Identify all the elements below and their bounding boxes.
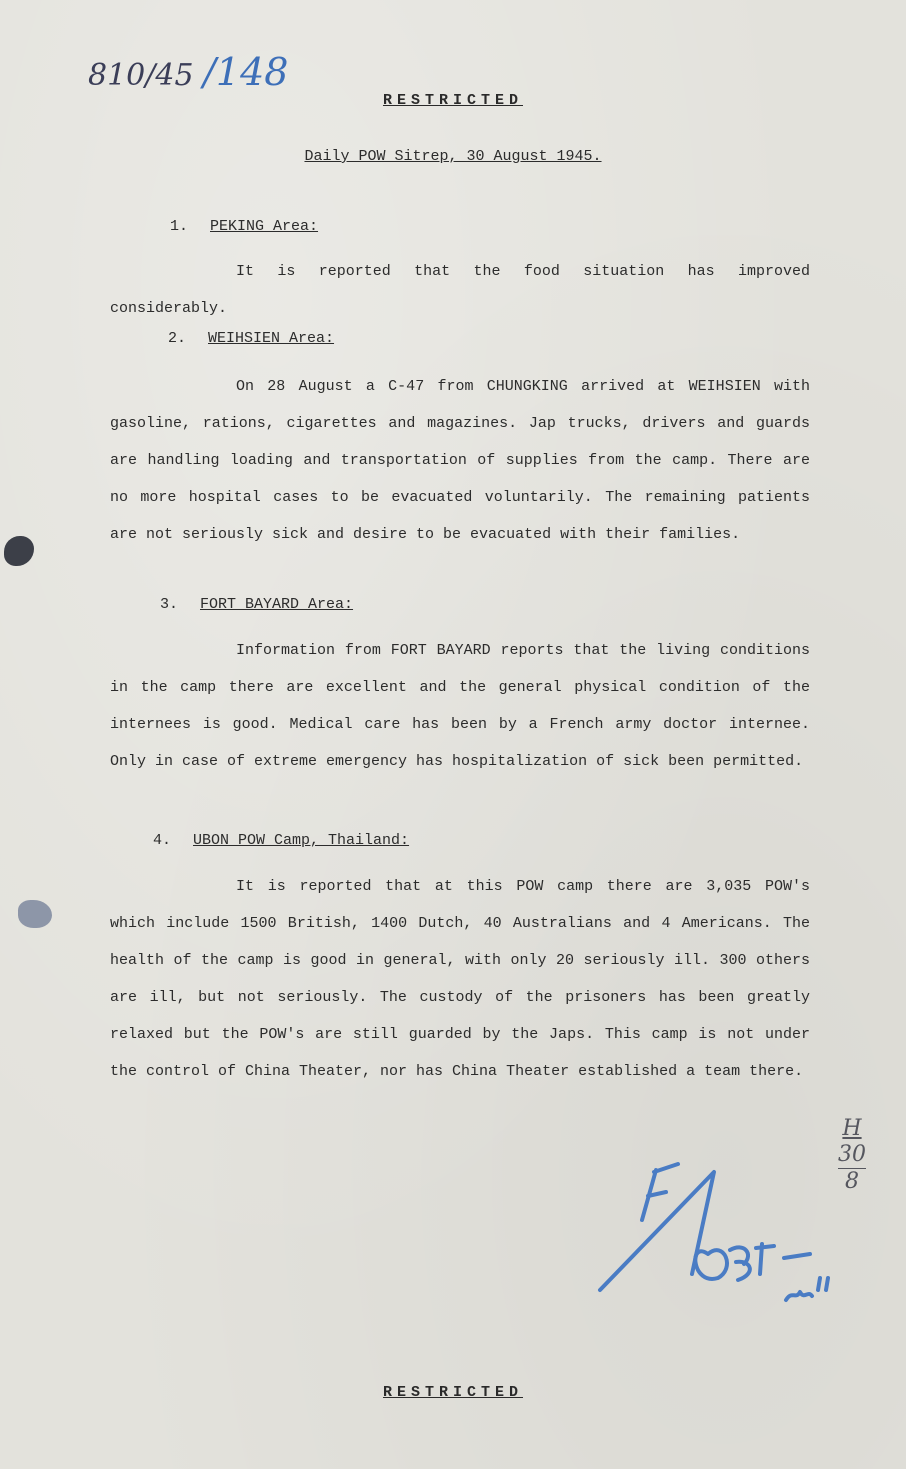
section-title: UBON POW Camp, Thailand: xyxy=(193,832,410,849)
classification-top: RESTRICTED xyxy=(382,92,523,109)
section-2-heading xyxy=(168,330,334,347)
section-3-text: Information from FORT BAYARD reports that the living conditions in the camp there are excellent and the general physical condition of the internees is good. Medical care has been by a French army doctor internee. Only in case of extreme emergency has hospitalization of sick been permitted. xyxy=(110,642,810,770)
section-number: 1. xyxy=(170,218,189,235)
margin-month: 8 xyxy=(845,1169,859,1194)
section-3-heading xyxy=(160,596,353,613)
blue-signature-scrawl xyxy=(596,1150,846,1320)
classification-bottom: RESTRICTED xyxy=(382,1384,523,1401)
section-1-heading xyxy=(170,218,318,235)
section-2-text: On 28 August a C-47 from CHUNGKING arrived at WEIHSIEN with gasoline, rations, cigarettes and magazines. Jap trucks, drivers and guards are handling loading and transportation of supplies from the camp. There are no more hospital cases to be evacuated voluntarily. The remaining patients are not seriously sick and desire to be evacuated with their families. xyxy=(110,378,810,543)
paper-damage-stain xyxy=(18,900,52,928)
section-1-text: It is reported that the food situation has improved considerably. xyxy=(110,263,810,317)
section-number: 3. xyxy=(160,596,179,613)
section-number: 2. xyxy=(168,330,187,347)
section-title: WEIHSIEN Area: xyxy=(208,330,335,347)
document-title: Daily POW Sitrep, 30 August 1945. xyxy=(304,148,602,165)
ink-blot-stain xyxy=(4,536,34,566)
section-4-text: It is reported that at this POW camp there are 3,035 POW's which include 1500 British, 1400 Dutch, 40 Australians and 4 Americans. The health of the camp is good in general, with only 20 seriously ill. 300 others are ill, but not seriously. The custody of the prisoners has been greatly relaxed but the POW's are still guarded by the Japs. This camp is not under the control of China Theater, nor has China Theater established a team there. xyxy=(110,878,810,1080)
folio-number: /148 xyxy=(203,50,289,94)
section-title: PEKING Area: xyxy=(210,218,319,235)
section-4-heading xyxy=(153,832,409,849)
section-number: 4. xyxy=(153,832,172,849)
reference-number: 810/45 xyxy=(88,58,194,93)
handwritten-reference xyxy=(88,50,288,94)
margin-initials: H xyxy=(842,1116,862,1141)
section-title: FORT BAYARD Area: xyxy=(200,596,354,613)
margin-day: 30 xyxy=(838,1142,866,1167)
